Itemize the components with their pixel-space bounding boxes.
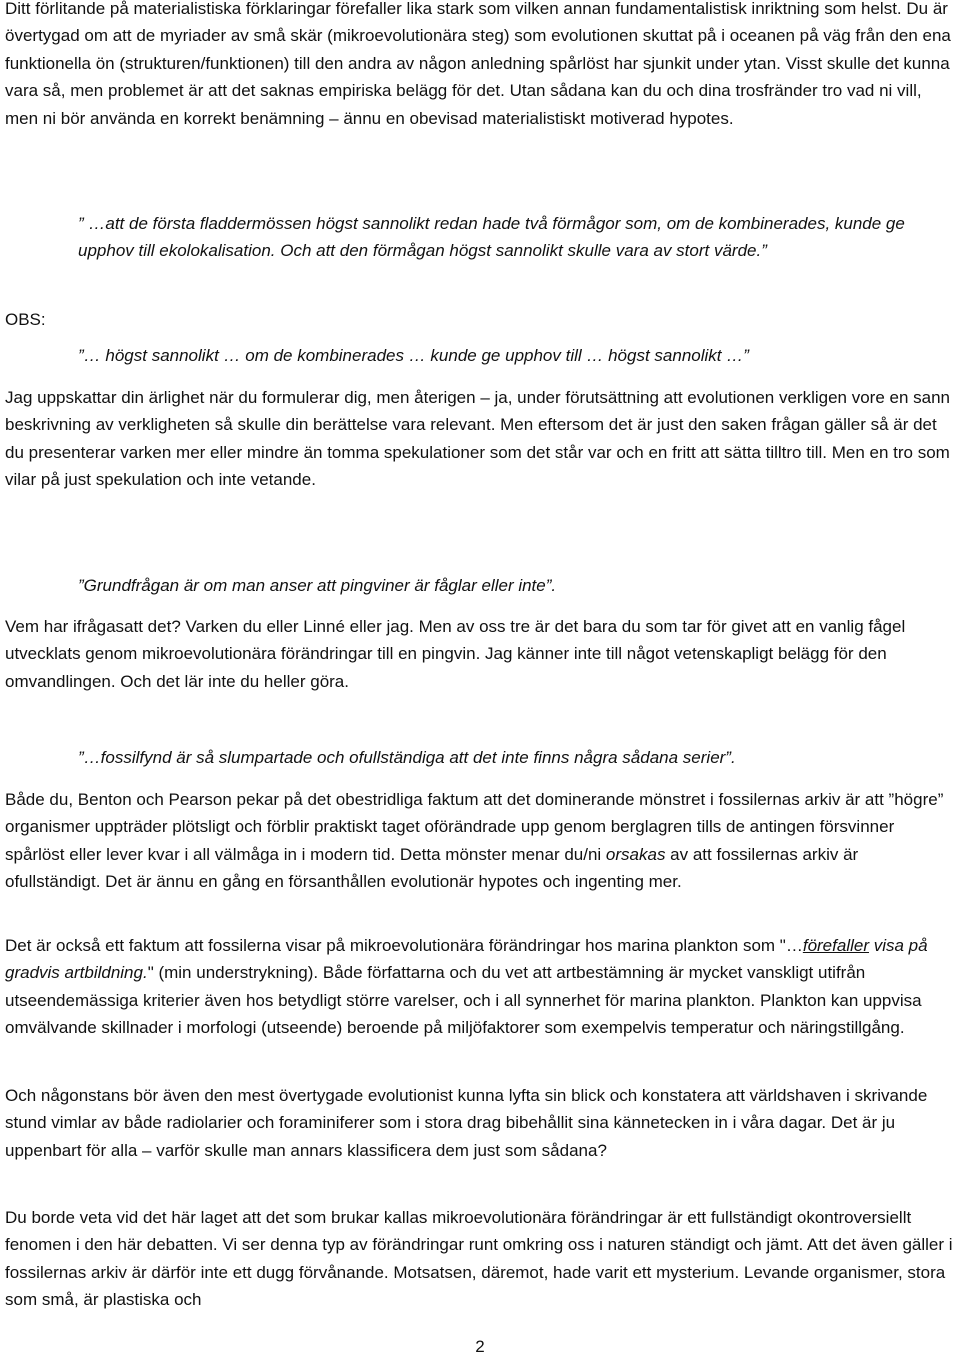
page-number: 2 (475, 1337, 485, 1356)
obs-label: OBS: (5, 310, 46, 329)
paragraph-5-italic: visa på gradvis artbildning. (5, 936, 928, 983)
paragraph-3: Vem har ifrågasatt det? Varken du eller Linné eller jag. Men av oss tre är det bara du som tar för givet att en vanlig fågel utvecklats genom mikroevolutionära förändringar till en pingvin. Jag känner inte till något vetenskapligt belägg för den omvandlingen. Och det lär inte du heller göra. (5, 617, 906, 691)
paragraph-7: Du borde veta vid det här laget att det som brukar kallas mikroevolutionära förändringar är ett fullständigt okontroversiellt fenomen i den här debatten. Vi ser denna typ av förändringar runt omkring oss i naturen ständigt och jämt. Att det även gäller i fossilernas arkiv är därför inte ett dugg förvånande. Motsatsen, däremot, hade varit ett mysterium. Levande organismer, stora som små, är plastiska och (5, 1208, 953, 1310)
paragraph-6: Och någonstans bör även den mest övertygade evolutionist kunna lyfta sin blick och konstatera att världshaven i skrivande stund vimlar av både radiolarier och foraminiferer som i stora drag bibehållit sina kännetecken in i våra dagar. Det är ju uppenbart för alla – varför skulle man annars klassificera dem just som sådana? (5, 1086, 928, 1160)
paragraph-5 (5, 932, 957, 1042)
paragraph-2: Jag uppskattar din ärlighet när du formulerar dig, men återigen – ja, under förutsättning att evolutionen verkligen vore en sann beskrivning av verkligheten så skulle din berättelse vara relevant. Men eftersom det är just den saken frågan gäller så är det du presenterar varken mer eller mindre än tomma spekulationer som det står var och en fritt att sätta tilltro till. Men en tro som vilar på just spekulation och inte vetande. (5, 388, 951, 490)
paragraph-5-text-a: Det är också ett faktum att fossilerna visar på mikroevolutionära förändringar hos marina plankton som "… (5, 936, 803, 955)
paragraph-4 (5, 786, 957, 896)
paragraph-1: Ditt förlitande på materialistiska förklaringar förefaller lika stark som vilken annan fundamentalistisk inriktning som helst. Du är övertygad om att de myriader av små skär (mikroevolutionära steg) som evolutionen skuttat på i oceanen på väg från den ena funktionella ön (strukturen/funktionen) till den andra av någon anledning spårlöst har sjunkit under ytan. Visst skulle det kunna vara så, men problemet är att det saknas empiriska belägg för det. Utan sådana kan du och dina trosfränder tro vad ni vill, men ni bör använda en korrekt benämning – ännu en obevisad materialistiskt motiverad hypotes. (5, 0, 951, 128)
paragraph-4-emphasis: orsakas (605, 844, 666, 864)
quote-fossils: ”…fossilfynd är så slumpartade och ofullständiga att det inte finns några sådana serier”. (78, 748, 736, 767)
paragraph-5-underlined: förefaller (802, 936, 869, 955)
paragraph-4-text-b: av att fossilernas arkiv är ofullständigt. Det är ännu en gång en försanthållen evolutionär hypotes och ingenting mer. (5, 844, 859, 892)
quote-bats: ” …att de första fladdermössen högst sannolikt redan hade två förmågor som, om de kombinerades, kunde ge upphov till ekolokalisation. Och att den förmågan högst sannolikt skulle vara av stort värde.” (78, 214, 905, 261)
paragraph-5-text-b: " (min understrykning). Både författarna och du vet att artbestämning är mycket vanskligt utifrån utseendemässiga kriterier även hos betydligt större varelser, och i all synnerhet för marina plankton. Plankton kan uppvisa omvälvande skillnader i morfologi (utseende) beroende på miljöfaktorer som exempelvis temperatur och näringstillgång. (5, 963, 922, 1038)
quote-probabilities: ”… högst sannolikt … om de kombinerades … kunde ge upphov till … högst sannolikt …” (78, 346, 749, 365)
quote-penguins: ”Grundfrågan är om man anser att pingviner är fåglar eller inte”. (78, 576, 557, 595)
paragraph-4-text-a: Både du, Benton och Pearson pekar på det obestridliga faktum att det dominerande mönstret i fossilernas arkiv är att ”högre” organismer uppträder plötsligt och förblir praktiskt taget oförändrade upp genom berglagren tills de antingen försvinner spårlöst eller lever kvar i all välmåga in i modern tid. Detta mönster menar du/ni (5, 790, 944, 864)
